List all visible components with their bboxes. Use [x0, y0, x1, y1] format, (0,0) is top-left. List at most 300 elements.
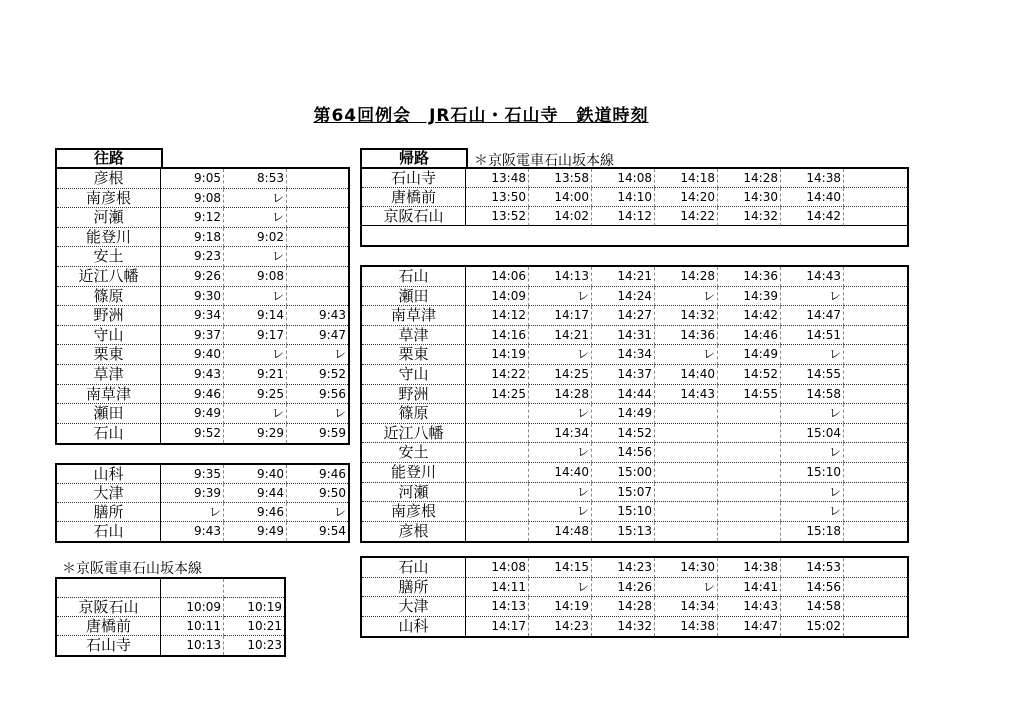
time-cell: 14:11	[466, 578, 529, 598]
time-cell: 14:20	[655, 188, 718, 207]
station-cell: 南彦根	[362, 502, 466, 522]
empty-cell	[844, 365, 907, 385]
time-cell: 14:15	[529, 558, 592, 578]
time-cell: 14:28	[592, 597, 655, 617]
time-cell: 9:46	[161, 385, 224, 405]
time-cell: 14:12	[592, 207, 655, 226]
time-cell: 14:36	[655, 326, 718, 346]
table-row	[57, 208, 348, 228]
time-cell: 9:18	[161, 228, 224, 248]
empty-cell	[844, 558, 907, 578]
table-row	[362, 578, 907, 598]
time-cell: レ	[529, 404, 592, 424]
time-cell: 14:43	[655, 385, 718, 405]
time-cell: 14:23	[592, 558, 655, 578]
time-cell: 14:47	[781, 306, 844, 326]
time-cell: 13:48	[466, 169, 529, 188]
time-cell: 14:13	[466, 597, 529, 617]
time-cell: 9:43	[161, 365, 224, 385]
time-cell: 14:40	[781, 188, 844, 207]
table-row	[57, 636, 284, 655]
station-cell: 石山	[362, 267, 466, 287]
table-row	[57, 385, 348, 405]
time-cell	[466, 424, 529, 444]
time-cell: 14:25	[529, 365, 592, 385]
time-cell: レ	[781, 345, 844, 365]
time-cell: 9:12	[161, 208, 224, 228]
time-cell: 14:43	[718, 597, 781, 617]
time-cell: 14:49	[718, 345, 781, 365]
time-cell: 14:55	[781, 365, 844, 385]
table-row	[362, 345, 907, 365]
station-cell: 大津	[362, 597, 466, 617]
time-cell: 14:52	[592, 424, 655, 444]
table-row	[362, 326, 907, 346]
time-cell: 9:05	[161, 169, 224, 189]
time-cell	[655, 443, 718, 463]
empty-cell	[844, 345, 907, 365]
empty-cell	[844, 617, 907, 637]
time-cell: 9:52	[287, 365, 348, 385]
table-row	[362, 385, 907, 405]
time-cell	[655, 522, 718, 542]
time-cell: 10:21	[224, 617, 284, 636]
time-cell: レ	[224, 208, 287, 228]
table-row	[57, 503, 348, 522]
time-cell	[224, 579, 284, 598]
time-cell: 14:21	[529, 326, 592, 346]
time-cell	[655, 463, 718, 483]
station-cell: 膳所	[57, 503, 161, 522]
time-cell: 9:37	[161, 326, 224, 346]
table-row	[57, 424, 348, 444]
time-cell: レ	[655, 287, 718, 307]
time-cell: レ	[224, 287, 287, 307]
time-cell: レ	[781, 404, 844, 424]
time-cell: 14:32	[592, 617, 655, 637]
time-cell: 14:40	[529, 463, 592, 483]
empty-cell	[844, 169, 907, 188]
time-cell: 9:26	[161, 267, 224, 287]
table-row	[362, 306, 907, 326]
station-cell: 河瀬	[362, 483, 466, 503]
time-cell: レ	[529, 287, 592, 307]
time-cell: 15:18	[781, 522, 844, 542]
time-cell: 13:50	[466, 188, 529, 207]
table-row	[362, 424, 907, 444]
page-title: 第64回例会 JR石山・石山寺 鉄道時刻	[313, 106, 649, 126]
station-cell: 山科	[362, 617, 466, 637]
empty-cell	[844, 463, 907, 483]
station-cell: 安土	[57, 247, 161, 267]
station-cell: 京阪石山	[362, 207, 466, 226]
time-cell: 14:42	[718, 306, 781, 326]
table-row	[57, 287, 348, 307]
time-cell: 14:43	[781, 267, 844, 287]
time-cell: 14:18	[655, 169, 718, 188]
time-cell	[287, 228, 348, 248]
time-cell: 14:22	[655, 207, 718, 226]
table-row	[362, 169, 907, 188]
empty-cell	[844, 326, 907, 346]
time-cell: 14:21	[592, 267, 655, 287]
time-cell: レ	[529, 443, 592, 463]
station-cell: 石山	[57, 424, 161, 444]
time-cell	[718, 424, 781, 444]
time-cell	[718, 522, 781, 542]
empty-cell	[529, 226, 592, 245]
empty-cell	[781, 226, 844, 245]
time-cell: 14:28	[529, 385, 592, 405]
empty-cell	[844, 483, 907, 503]
station-cell: 彦根	[362, 522, 466, 542]
empty-cell	[362, 226, 466, 245]
time-cell: 14:30	[718, 188, 781, 207]
time-cell	[161, 579, 224, 598]
time-cell: 14:38	[718, 558, 781, 578]
time-cell: 13:52	[466, 207, 529, 226]
station-cell: 近江八幡	[57, 267, 161, 287]
time-cell: レ	[287, 345, 348, 365]
empty-cell	[844, 188, 907, 207]
time-cell: 9:08	[161, 189, 224, 209]
station-cell: 近江八幡	[362, 424, 466, 444]
station-cell: 唐橋前	[362, 188, 466, 207]
station-cell: 膳所	[362, 578, 466, 598]
table-row	[362, 188, 907, 207]
station-cell: 野洲	[57, 306, 161, 326]
time-cell: 14:17	[529, 306, 592, 326]
time-cell: 14:48	[529, 522, 592, 542]
empty-cell	[592, 226, 655, 245]
table-row	[57, 365, 348, 385]
table-row	[57, 404, 348, 424]
outbound-yamashina-table	[55, 463, 350, 543]
time-cell: 14:34	[529, 424, 592, 444]
time-cell: 14:49	[592, 404, 655, 424]
station-cell: 南草津	[57, 385, 161, 405]
time-cell: 14:39	[718, 287, 781, 307]
time-cell: 9:35	[161, 465, 224, 484]
outbound-header-box	[55, 148, 163, 169]
return-main-table	[360, 265, 909, 543]
time-cell: 15:07	[592, 483, 655, 503]
empty-cell	[466, 226, 529, 245]
time-cell: レ	[287, 404, 348, 424]
station-cell: 南彦根	[57, 189, 161, 209]
time-cell: 14:58	[781, 385, 844, 405]
time-cell: 14:47	[718, 617, 781, 637]
time-cell: 14:08	[466, 558, 529, 578]
station-cell: 栗東	[57, 345, 161, 365]
station-cell: 石山寺	[362, 169, 466, 188]
station-cell: 能登川	[362, 463, 466, 483]
time-cell: レ	[224, 404, 287, 424]
time-cell: 10:13	[161, 636, 224, 655]
empty-cell	[844, 522, 907, 542]
table-row	[362, 522, 907, 542]
time-cell: 13:58	[529, 169, 592, 188]
time-cell: レ	[224, 345, 287, 365]
time-cell: レ	[161, 503, 224, 522]
time-cell: 10:19	[224, 598, 284, 617]
table-row	[362, 226, 907, 245]
table-row	[57, 579, 284, 598]
time-cell: 14:16	[466, 326, 529, 346]
time-cell	[655, 404, 718, 424]
time-cell	[466, 483, 529, 503]
time-cell: 14:53	[781, 558, 844, 578]
station-cell: 京阪石山	[57, 598, 161, 617]
station-cell: 大津	[57, 484, 161, 503]
time-cell: 9:29	[224, 424, 287, 444]
empty-cell	[844, 578, 907, 598]
time-cell: 9:54	[319, 524, 346, 539]
time-cell: 9:30	[161, 287, 224, 307]
time-cell: 14:34	[655, 597, 718, 617]
time-cell: 8:53	[224, 169, 287, 189]
station-cell: 山科	[57, 465, 161, 484]
table-row	[57, 617, 284, 636]
time-cell	[287, 267, 348, 287]
table-row	[362, 617, 907, 637]
table-row	[57, 465, 348, 484]
time-cell: 9:52	[161, 424, 224, 444]
empty-cell	[844, 267, 907, 287]
time-cell: レ	[781, 502, 844, 522]
time-cell: レ	[655, 578, 718, 598]
table-row	[57, 247, 348, 267]
time-cell: 9:44	[224, 484, 287, 503]
time-cell: 9:08	[224, 267, 287, 287]
time-cell: 14:51	[781, 326, 844, 346]
time-cell: レ	[781, 483, 844, 503]
table-row	[57, 189, 348, 209]
time-cell: 14:46	[718, 326, 781, 346]
time-cell: 9:39	[161, 484, 224, 503]
table-row	[57, 345, 348, 365]
time-cell	[466, 463, 529, 483]
time-cell: 15:10	[781, 463, 844, 483]
station-cell: 彦根	[57, 169, 161, 189]
station-cell: 草津	[57, 365, 161, 385]
time-cell: 14:27	[592, 306, 655, 326]
time-cell: 9:43	[287, 306, 348, 326]
time-cell: 14:06	[466, 267, 529, 287]
time-cell: 14:40	[655, 365, 718, 385]
time-cell	[287, 169, 348, 189]
time-cell: 9:02	[224, 228, 287, 248]
time-cell	[655, 502, 718, 522]
time-cell: 9:49	[161, 404, 224, 424]
station-cell: 南草津	[362, 306, 466, 326]
station-cell: 石山	[57, 522, 161, 541]
time-cell	[466, 443, 529, 463]
station-cell: 草津	[362, 326, 466, 346]
time-cell: 14:32	[655, 306, 718, 326]
table-row	[57, 169, 348, 189]
time-cell: 9:47	[287, 326, 348, 346]
time-cell	[287, 208, 348, 228]
return-header-box	[360, 148, 468, 169]
time-cell: 14:23	[529, 617, 592, 637]
table-row	[362, 558, 907, 578]
time-cell: 14:36	[718, 267, 781, 287]
table-row	[362, 443, 907, 463]
time-cell: 14:31	[592, 326, 655, 346]
table-row	[362, 404, 907, 424]
time-cell: 9:56	[287, 385, 348, 405]
time-cell: 14:08	[592, 169, 655, 188]
empty-cell	[844, 385, 907, 405]
time-cell: 14:37	[592, 365, 655, 385]
time-cell: 9:14	[224, 306, 287, 326]
station-cell: 篠原	[57, 287, 161, 307]
table-row	[362, 597, 907, 617]
table-row	[362, 463, 907, 483]
empty-cell	[844, 502, 907, 522]
time-cell	[718, 404, 781, 424]
time-cell: 14:56	[781, 578, 844, 598]
time-cell: 9:46	[287, 465, 348, 484]
time-cell: レ	[529, 502, 592, 522]
table-row	[362, 207, 907, 226]
table-row	[362, 483, 907, 503]
time-cell: 9:46	[224, 503, 287, 522]
station-cell: 瀬田	[362, 287, 466, 307]
time-cell: 10:23	[247, 638, 282, 653]
time-cell	[287, 247, 348, 267]
time-cell: 14:42	[781, 207, 844, 226]
return-keihan-table	[360, 167, 909, 247]
time-cell	[466, 502, 529, 522]
outbound-main-table	[55, 167, 350, 445]
time-cell: レ	[287, 503, 348, 522]
time-cell: 15:10	[592, 502, 655, 522]
time-cell: 9:50	[287, 484, 348, 503]
time-cell: レ	[224, 247, 287, 267]
time-cell: 9:59	[319, 425, 346, 440]
time-cell: 14:44	[592, 385, 655, 405]
time-cell: 9:21	[224, 365, 287, 385]
time-cell: 14:58	[781, 597, 844, 617]
station-cell: 唐橋前	[57, 617, 161, 636]
time-cell: 14:28	[655, 267, 718, 287]
time-cell: 14:34	[592, 345, 655, 365]
time-cell	[718, 463, 781, 483]
time-cell: レ	[529, 483, 592, 503]
time-cell: 9:43	[161, 522, 224, 541]
empty-cell	[844, 287, 907, 307]
time-cell: 9:49	[224, 522, 287, 541]
time-cell: 14:38	[655, 617, 718, 637]
time-cell: 14:17	[466, 617, 529, 637]
table-row	[362, 502, 907, 522]
table-row	[57, 228, 348, 248]
empty-cell	[844, 597, 907, 617]
table-row	[57, 522, 348, 541]
table-row	[57, 326, 348, 346]
empty-cell	[718, 226, 781, 245]
time-cell: レ	[781, 443, 844, 463]
time-cell: 14:12	[466, 306, 529, 326]
time-cell	[655, 424, 718, 444]
time-cell	[718, 443, 781, 463]
empty-cell	[844, 207, 907, 226]
time-cell	[287, 189, 348, 209]
time-cell: 14:19	[529, 597, 592, 617]
table-row	[362, 267, 907, 287]
time-cell: 9:34	[161, 306, 224, 326]
time-cell: 14:32	[718, 207, 781, 226]
time-cell	[287, 287, 348, 307]
table-row	[362, 287, 907, 307]
time-cell: 9:17	[224, 326, 287, 346]
time-cell: 15:02	[781, 617, 844, 637]
station-cell: 篠原	[362, 404, 466, 424]
table-row	[57, 306, 348, 326]
table-row	[57, 484, 348, 503]
time-cell: 14:19	[466, 345, 529, 365]
station-cell: 野洲	[362, 385, 466, 405]
time-cell	[655, 483, 718, 503]
table-row	[362, 365, 907, 385]
time-cell: 14:56	[592, 443, 655, 463]
time-cell: 15:00	[592, 463, 655, 483]
time-cell: レ	[781, 287, 844, 307]
return-header: 帰路	[398, 150, 429, 167]
return-keihan-caption: ＊京阪電車石山坂本線	[474, 153, 614, 169]
time-cell: 14:28	[718, 169, 781, 188]
time-cell	[718, 483, 781, 503]
time-cell: 14:09	[466, 287, 529, 307]
time-cell: 14:22	[466, 365, 529, 385]
time-cell: 14:30	[655, 558, 718, 578]
time-cell: 14:52	[718, 365, 781, 385]
time-cell: 10:11	[161, 617, 224, 636]
empty-cell	[844, 306, 907, 326]
outbound-keihan-table	[55, 577, 286, 657]
return-yamashina-table	[360, 556, 909, 638]
time-cell: レ	[529, 578, 592, 598]
station-cell: 石山寺	[57, 636, 161, 655]
time-cell: 9:40	[224, 465, 287, 484]
station-cell: 河瀬	[57, 208, 161, 228]
station-cell: 栗東	[362, 345, 466, 365]
time-cell: 9:40	[161, 345, 224, 365]
time-cell: 14:02	[529, 207, 592, 226]
time-cell: 15:04	[781, 424, 844, 444]
time-cell: 15:13	[592, 522, 655, 542]
time-cell: 14:55	[718, 385, 781, 405]
station-cell: 石山	[362, 558, 466, 578]
time-cell: 14:00	[529, 188, 592, 207]
empty-cell	[844, 226, 907, 245]
time-cell: 10:09	[161, 598, 224, 617]
time-cell: レ	[224, 189, 287, 209]
time-cell: 14:13	[529, 267, 592, 287]
time-cell: 14:41	[718, 578, 781, 598]
empty-cell	[844, 443, 907, 463]
station-cell	[57, 579, 161, 598]
table-row	[57, 598, 284, 617]
time-cell: レ	[655, 345, 718, 365]
outbound-keihan-caption: ＊京阪電車石山坂本線	[62, 561, 202, 577]
time-cell: 9:23	[161, 247, 224, 267]
time-cell: 14:10	[592, 188, 655, 207]
time-cell	[466, 522, 529, 542]
station-cell: 安土	[362, 443, 466, 463]
